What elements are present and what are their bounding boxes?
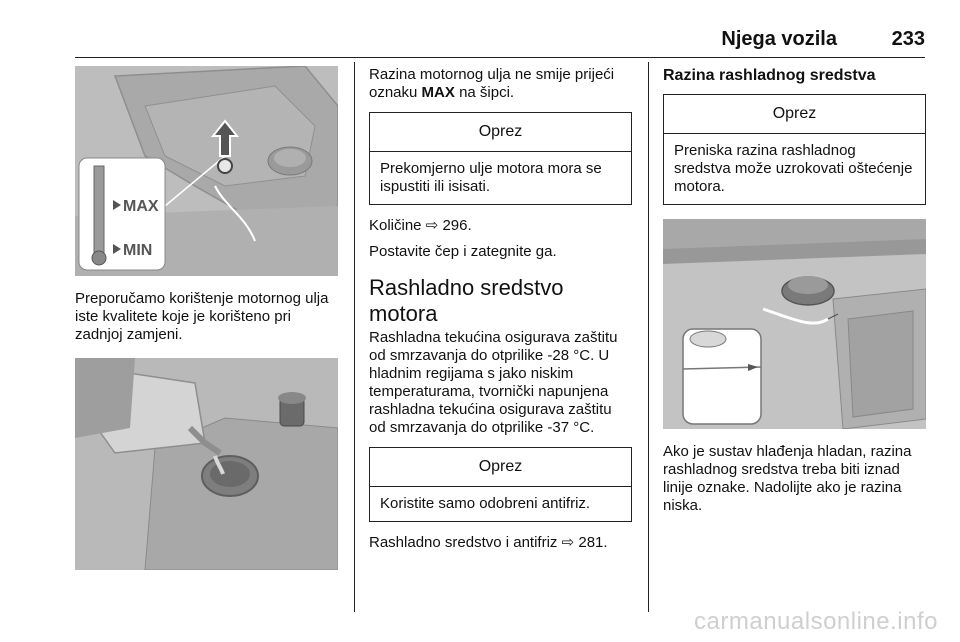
cap-instruction: Postavite čep i zategnite ga. [369, 243, 557, 260]
page-title: Njega vozila [721, 28, 837, 50]
oil-level-max-word: MAX [421, 84, 455, 101]
column-middle [369, 66, 632, 552]
caution-text: Prekomjerno ulje motora mora se ispustiti ili isisati. [380, 160, 602, 195]
antifreeze-page-ref: 281. [578, 534, 608, 551]
page-ref-arrow-icon: ⇨ [425, 217, 439, 234]
caution-title: Oprez [370, 448, 631, 487]
caution-box-antifreeze [369, 447, 632, 522]
header-rule [75, 57, 925, 58]
coolant-reservoir-drawing [663, 219, 926, 429]
coolant-reservoir-zoom-icon [683, 329, 761, 424]
watermark: carmanualsonline.info [694, 608, 938, 635]
coolant-cap-icon [782, 276, 834, 305]
coolant-protection-text: Rashladna tekućina osigurava zaštitu od smrzavanja do otprilike -28 °C. U hladnim regijama s jako niskim temperaturama, tvornički napunjena rashladna tekućina osigurava zaštitu od smrzavanja do otprilike -37 °C. [369, 329, 618, 436]
engine-dipstick-illustration [75, 66, 338, 276]
oil-level-text-start: Razina motornog ulja ne smije prijeći oznaku [369, 66, 615, 101]
oil-cap-icon [278, 392, 306, 426]
section-heading-coolant: Rashladno sredstvo motora [369, 275, 564, 326]
page-header [75, 24, 925, 50]
quantities-reference[interactable] [369, 217, 632, 235]
column-divider [648, 62, 649, 612]
caution-box-coolant [663, 94, 926, 205]
antifreeze-reference[interactable] [369, 534, 632, 552]
column-divider [354, 62, 355, 612]
caution-box-oil [369, 112, 632, 205]
oil-filling-illustration [75, 358, 338, 570]
oil-filling-drawing [75, 358, 338, 570]
oil-level-text-end: na šipci. [459, 84, 515, 101]
coolant-level-text: Ako je sustav hlađenja hladan, razina rashladnog sredstva treba biti iznad linije oznake. Nadolijte ako je razina niska. [663, 443, 912, 514]
quantities-label: Količine [369, 217, 422, 234]
oil-recommendation-text: Preporučamo korištenje motornog ulja iste kvalitete koje je korišteno pri zadnjoj zamjeni. [75, 290, 329, 343]
coolant-reservoir-illustration [663, 219, 926, 429]
caution-title: Oprez [664, 95, 925, 134]
caution-title: Oprez [370, 113, 631, 152]
oil-level-text [369, 66, 632, 102]
caution-text: Koristite samo odobreni antifriz. [380, 495, 591, 512]
quantities-page-ref: 296. [442, 217, 472, 234]
page-ref-arrow-icon: ⇨ [561, 534, 575, 551]
caution-text: Preniska razina rashladnog sredstva može uzrokovati oštećenje motora. [674, 142, 913, 195]
antifreeze-label: Rashladno sredstvo i antifriz [369, 534, 558, 551]
column-right [663, 66, 926, 515]
engine-cover-drawing [75, 66, 338, 276]
section-heading-coolant-level: Razina rashladnog sredstva [663, 67, 876, 84]
dipstick-min-label: MIN [123, 242, 153, 259]
column-left [75, 66, 338, 570]
page-number: 233 [891, 28, 925, 50]
dipstick-max-label: MAX [123, 198, 159, 215]
